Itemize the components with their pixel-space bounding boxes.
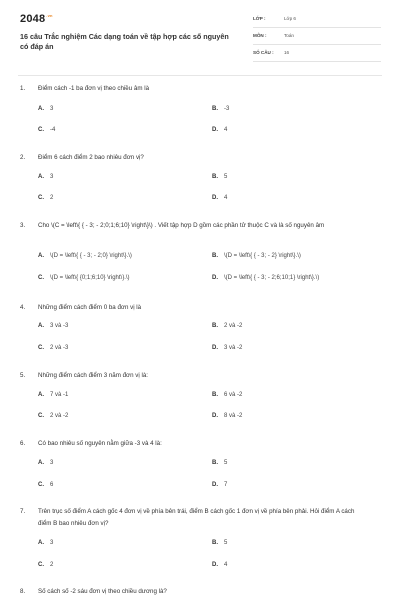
meta-value: Toán <box>284 33 294 38</box>
option-text: 3 và -3 <box>50 323 69 329</box>
option-a[interactable]: A. \(D = \left\{ { - 3; - 2;0} \right\}.\) <box>38 253 132 259</box>
option-text: 2 và -2 <box>224 323 243 329</box>
option-text: 2 và -2 <box>50 413 69 419</box>
question-8 <box>20 586 370 598</box>
question-2 <box>20 152 370 164</box>
question-number: 2. <box>20 154 26 161</box>
worksheet-meta <box>253 14 381 65</box>
option-c[interactable]: C. 2 <box>38 195 54 201</box>
option-b[interactable]: B. 5 <box>212 460 228 466</box>
option-text: \(D = \left\{ {0;1;6;10} \right\}.\) <box>50 275 130 281</box>
option-c[interactable]: C. 2 và -3 <box>38 345 69 351</box>
meta-label: SỐ CÂU : <box>253 50 274 55</box>
question-number: 7. <box>20 508 26 515</box>
option-text: 6 và -2 <box>224 392 243 398</box>
option-text: -3 <box>224 106 230 112</box>
option-a[interactable]: A. 7 và -1 <box>38 392 69 398</box>
meta-row-question-count <box>253 48 381 62</box>
question-1 <box>20 83 370 95</box>
meta-row-subject <box>253 31 381 45</box>
question-number: 6. <box>20 440 26 447</box>
question-text: Điểm cách -1 ba đơn vị theo chiều âm là <box>38 85 150 92</box>
question-text: Cho \(C = \left\{ { - 3; - 2;0;1;6;10} \right\}\) . Viết tập hợp D gồm các phần tử thuộc C và là số nguyên âm <box>38 222 325 229</box>
option-text: 6 <box>50 482 54 488</box>
question-text: Có bao nhiêu số nguyên nằm giữa -3 và 4 là: <box>38 440 162 447</box>
option-text: 8 và -2 <box>224 413 243 419</box>
header <box>0 0 400 70</box>
question-text: Số cách số -2 sáu đơn vị theo chiều dương là? <box>38 588 167 595</box>
question-text: Trên trục số điểm A cách gốc 4 đơn vị về phía bên trái, điểm B cách gốc 1 đơn vị về phía bên phải. Hỏi điểm A cách điểm B bao nhiêu đơn vị? <box>38 508 355 527</box>
question-6 <box>20 438 370 450</box>
option-d[interactable]: D. \(D = \left\{ { - 3; - 2;6;10;1} \right\}.\) <box>212 275 320 281</box>
option-a[interactable]: A. 3 và -3 <box>38 323 69 329</box>
question-number: 4. <box>20 304 26 311</box>
meta-label: MÔN : <box>253 33 267 38</box>
option-b[interactable]: B. 6 và -2 <box>212 392 243 398</box>
meta-value: Lớp 6 <box>284 16 296 21</box>
question-3 <box>20 220 370 232</box>
option-a[interactable]: A. 3 <box>38 106 54 112</box>
option-text: 3 <box>50 106 54 112</box>
meta-row-class <box>253 14 381 28</box>
option-d[interactable]: D. 4 <box>212 562 228 568</box>
option-c[interactable]: C. 2 <box>38 562 54 568</box>
option-text: 4 <box>224 127 228 133</box>
option-text: 5 <box>224 460 228 466</box>
option-text: 2 và -3 <box>50 345 69 351</box>
option-text: -4 <box>50 127 56 133</box>
question-number: 1. <box>20 85 26 92</box>
meta-value: 16 <box>284 50 290 55</box>
option-c[interactable]: C. -4 <box>38 127 56 133</box>
option-text: 7 và -1 <box>50 392 69 398</box>
option-text: \(D = \left\{ { - 3; - 2;0} \right\}.\) <box>50 253 132 259</box>
option-text: 2 <box>50 195 54 201</box>
option-a[interactable]: A. 3 <box>38 460 54 466</box>
header-divider <box>18 75 382 76</box>
option-text: 5 <box>224 174 228 180</box>
option-a[interactable]: A. 3 <box>38 174 54 180</box>
option-c[interactable]: C. 6 <box>38 482 54 488</box>
option-d[interactable]: D. 3 và -2 <box>212 345 243 351</box>
logo-text: 2048 <box>20 13 46 25</box>
option-b[interactable]: B. 5 <box>212 174 228 180</box>
option-text: 3 và -2 <box>224 345 243 351</box>
question-number: 5. <box>20 372 26 379</box>
option-text: 4 <box>224 195 228 201</box>
option-c[interactable]: C. \(D = \left\{ {0;1;6;10} \right\}.\) <box>38 275 130 281</box>
question-5 <box>20 370 370 382</box>
option-text: 3 <box>50 460 54 466</box>
option-b[interactable]: B. 2 và -2 <box>212 323 243 329</box>
question-7 <box>20 506 370 529</box>
option-text: 5 <box>224 540 228 546</box>
option-b[interactable]: B. -3 <box>212 106 230 112</box>
option-d[interactable]: D. 4 <box>212 195 228 201</box>
question-text: Những điểm cách điểm 0 ba đơn vị là <box>38 304 142 311</box>
question-number: 3. <box>20 222 26 229</box>
option-text: \(D = \left\{ { - 3; - 2} \right\}.\) <box>224 253 301 259</box>
page-title: 16 câu Trắc nghiệm Các dạng toán về tập hợp các số nguyên có đáp án <box>20 32 229 51</box>
meta-label: LỚP : <box>253 16 266 21</box>
option-text: 3 <box>50 174 54 180</box>
option-b[interactable]: B. 5 <box>212 540 228 546</box>
option-text: 4 <box>224 562 228 568</box>
option-a[interactable]: A. 3 <box>38 540 54 546</box>
option-text: \(D = \left\{ { - 3; - 2;6;10;1} \right\}.\) <box>224 275 320 281</box>
option-text: 3 <box>50 540 54 546</box>
option-b[interactable]: B. \(D = \left\{ { - 3; - 2} \right\}.\) <box>212 253 301 259</box>
option-text: 2 <box>50 562 54 568</box>
question-4 <box>20 302 370 314</box>
option-text: 7 <box>224 482 228 488</box>
question-text: Điểm 6 cách điểm 2 bao nhiêu đơn vị? <box>38 154 144 161</box>
logo-suffix: .vn <box>46 13 53 19</box>
option-d[interactable]: D. 7 <box>212 482 228 488</box>
question-number: 8. <box>20 588 26 595</box>
option-d[interactable]: D. 8 và -2 <box>212 413 243 419</box>
option-d[interactable]: D. 4 <box>212 127 228 133</box>
option-c[interactable]: C. 2 và -2 <box>38 413 69 419</box>
site-logo[interactable] <box>20 13 53 25</box>
question-text: Những điểm cách điểm 3 năm đơn vị là: <box>38 372 149 379</box>
